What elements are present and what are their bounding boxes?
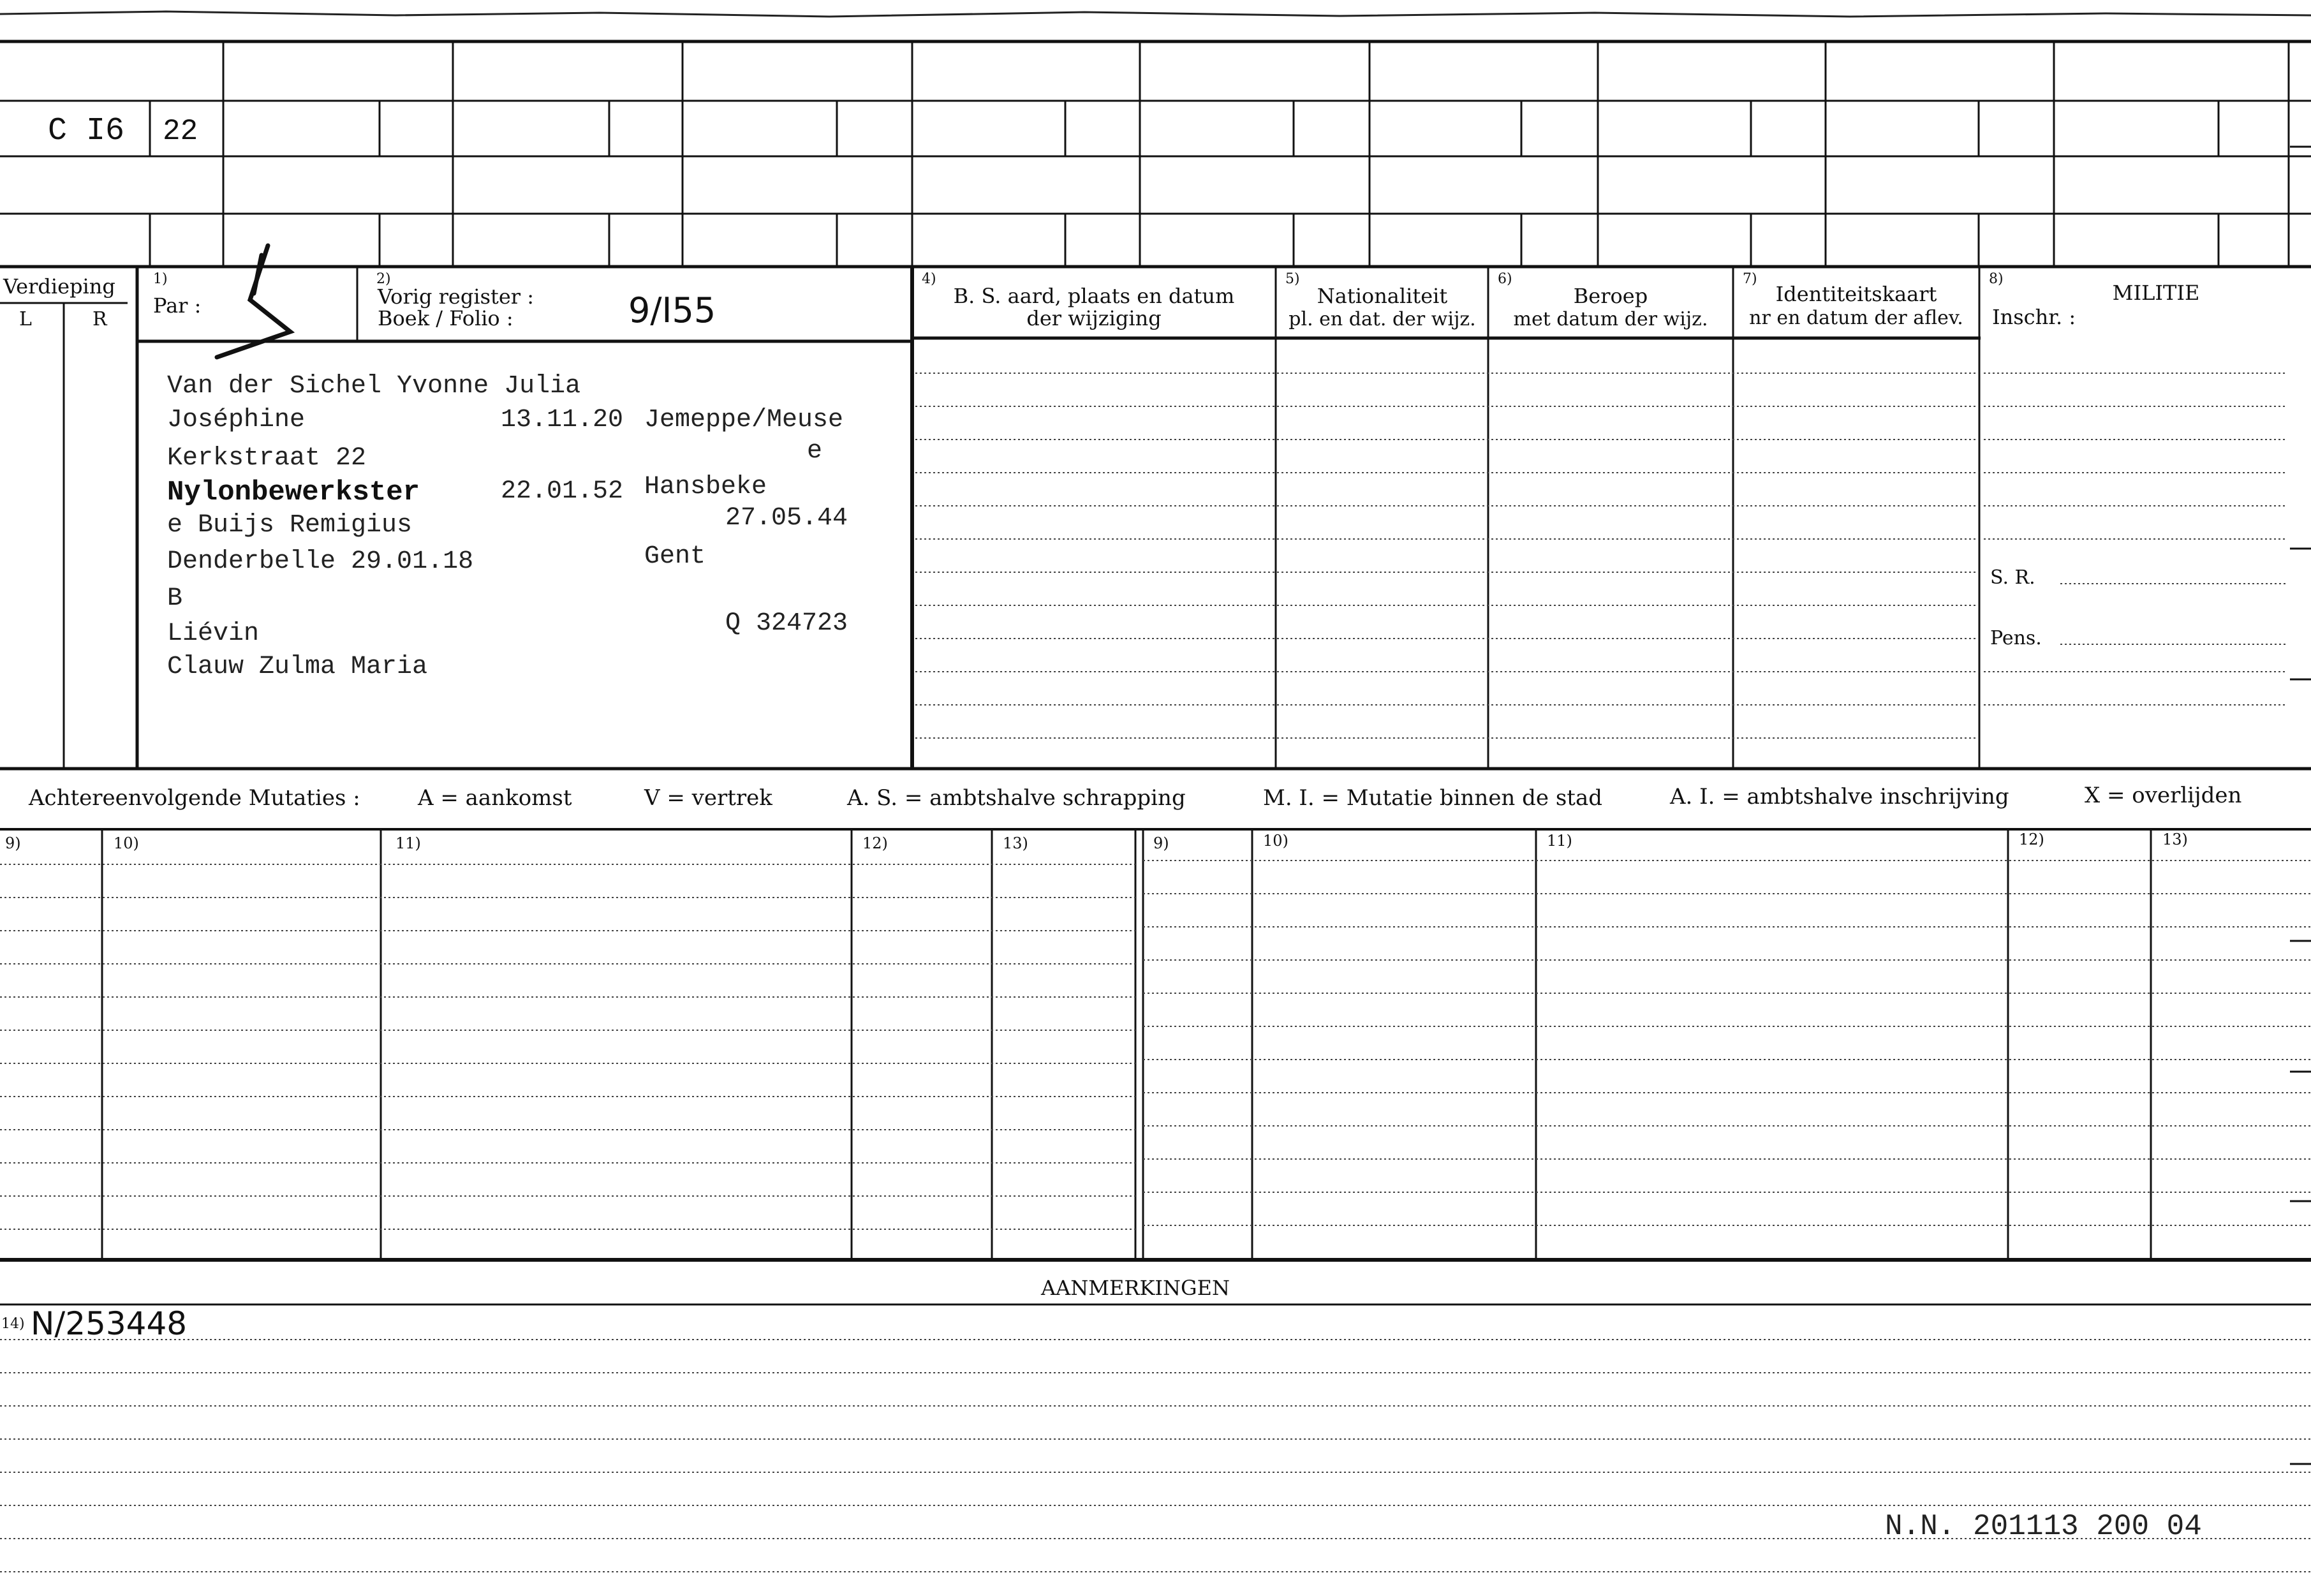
col-10-label: 10) [114,834,139,852]
marriage-date: 27.05.44 [725,504,848,533]
father: Liévin [167,619,260,648]
verdieping-label: Verdieping [3,274,115,299]
legend-a: A = aankomst [418,785,572,811]
remarks-title: AANMERKINGEN [1041,1276,1230,1300]
sr-label: S. R. [1990,566,2035,589]
legend-title: Achtereenvolgende Mutaties : [29,785,360,811]
spouse: e Buijs Remigius [167,511,413,540]
field-2-number: 2) [376,271,391,287]
id-number: Q 324723 [725,609,848,638]
legend-x: X = overlijden [2085,783,2242,808]
col-12b-label: 12) [2019,831,2044,848]
militie-title: MILITIE [2112,281,2200,305]
line-b: B [167,584,183,613]
par-label: Par : [153,293,202,318]
boek-folio-label: Boek / Folio : [378,306,513,330]
field-6-line2: met datum der wijz. [1513,308,1708,330]
legend-v: V = vertrek [644,785,772,811]
birth-date: 13.11.20 [501,406,624,434]
boek-folio-value: 9/I55 [628,290,716,330]
inschr-label: Inschr. : [1992,305,2076,329]
col-13b-label: 13) [2162,831,2188,848]
field-8-number: 8) [1989,271,2004,287]
col-13-label: 13) [1003,834,1028,852]
person-name-2: Joséphine [167,406,306,434]
remarks-number: 14) [1,1316,25,1332]
nn-number: N.N. 201113 200 04 [1885,1510,2202,1543]
field-6-line1: Beroep [1573,284,1648,308]
remarks-value: N/253448 [31,1305,188,1342]
col-9-label: 9) [5,834,21,852]
birth-place: Jemeppe/Meuse [644,406,844,434]
birth-place-suffix: e [807,437,823,466]
occupation-date: 22.01.52 [501,477,624,506]
field-5-line1: Nationaliteit [1317,284,1448,308]
legend-ai: A. I. = ambtshalve inschrijving [1670,784,2009,809]
field-5-line2: pl. en dat. der wijz. [1288,308,1476,330]
occupation: Nylonbewerkster [167,477,420,508]
col-12-label: 12) [862,834,888,852]
col-11-label: 11) [395,834,421,852]
field-5-number: 5) [1285,271,1300,287]
legend-mi: M. I. = Mutatie binnen de stad [1263,785,1602,811]
col-11b-label: 11) [1547,832,1572,850]
card-number: 22 [163,115,198,148]
field-4-number: 4) [922,271,936,287]
col-r-label: R [92,308,107,330]
field-7-number: 7) [1743,271,1757,287]
field-1-number: 1) [153,271,168,287]
field-7-line2: nr en datum der aflev. [1749,307,1963,329]
occupation-place: Hansbeke [644,473,767,501]
vorig-register-label: Vorig register : [378,284,535,309]
mother: Clauw Zulma Maria [167,653,428,681]
field-4-line2: der wijziging [1026,306,1162,330]
spouse-birth: Denderbelle 29.01.18 [167,547,474,576]
mutations-legend [28,783,2241,811]
field-4-line1: B. S. aard, plaats en datum [953,284,1235,308]
address: Kerkstraat 22 [167,444,367,473]
card-code: C I6 [48,113,125,149]
col-9b-label: 9) [1153,834,1169,852]
person-name: Van der Sichel Yvonne Julia [167,372,581,401]
col-10b-label: 10) [1263,832,1288,850]
field-6-number: 6) [1498,271,1512,287]
col-l-label: L [19,308,32,330]
marriage-place: Gent [644,542,706,571]
field-7-line1: Identiteitskaart [1775,282,1937,306]
legend-as: A. S. = ambtshalve schrapping [847,785,1186,811]
pens-label: Pens. [1990,627,2042,649]
